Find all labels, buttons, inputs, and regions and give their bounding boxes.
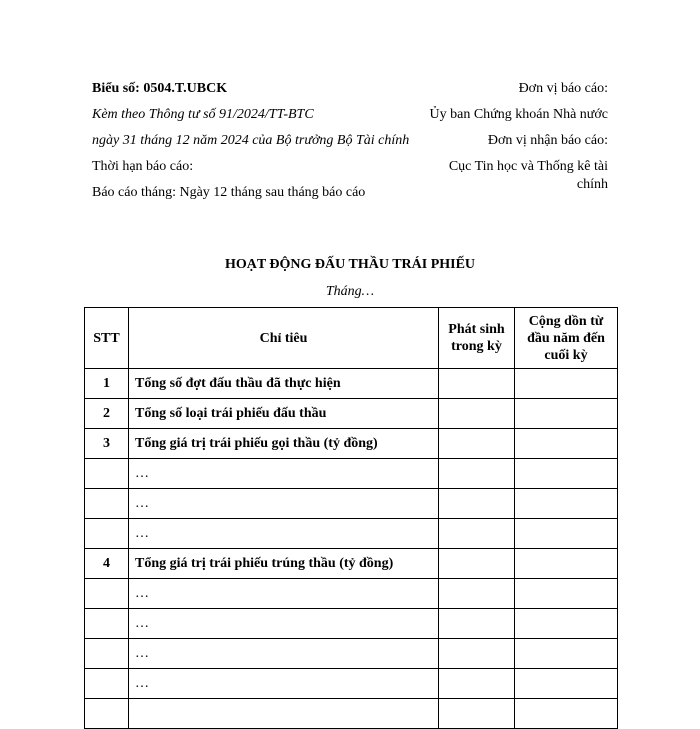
row-indicator: Tổng giá trị trái phiếu trúng thầu (tỷ đồng)	[129, 549, 439, 579]
row-indicator: …	[129, 489, 439, 519]
circular-date: ngày 31 tháng 12 năm 2024 của Bộ trưởng Bộ Tài chính	[92, 133, 410, 148]
row-period-cell[interactable]	[439, 579, 515, 609]
row-indicator: …	[129, 639, 439, 669]
deadline-value: Báo cáo tháng: Ngày 12 tháng sau tháng báo cáo	[92, 185, 366, 200]
table-row	[85, 639, 618, 669]
report-title: HOẠT ĐỘNG ĐẤU THẦU TRÁI PHIẾU	[224, 257, 476, 272]
header-left	[92, 80, 422, 202]
row-period-cell[interactable]	[439, 429, 515, 459]
column-header-period: Phát sinh trong kỳ	[439, 308, 515, 369]
row-cumulative-cell[interactable]	[515, 519, 618, 549]
row-cumulative-cell[interactable]	[515, 369, 618, 399]
form-number: Biểu số: 0504.T.UBCK	[92, 81, 228, 96]
row-cumulative-cell[interactable]	[515, 429, 618, 459]
row-stt: 4	[85, 549, 129, 579]
row-indicator	[129, 699, 439, 729]
header-right	[425, 80, 608, 194]
column-header-stt: STT	[85, 308, 129, 369]
circular-reference: Kèm theo Thông tư số 91/2024/TT-BTC	[92, 107, 314, 122]
row-indicator: …	[129, 519, 439, 549]
deadline-label: Thời hạn báo cáo:	[92, 159, 194, 174]
row-period-cell[interactable]	[439, 549, 515, 579]
column-header-cumulative: Cộng dồn từ đầu năm đến cuối kỳ	[515, 308, 618, 369]
table-row	[85, 669, 618, 699]
row-cumulative-cell[interactable]	[515, 399, 618, 429]
row-period-cell[interactable]	[439, 489, 515, 519]
table-row	[85, 429, 618, 459]
row-stt	[85, 459, 129, 489]
row-stt	[85, 669, 129, 699]
row-cumulative-cell[interactable]	[515, 639, 618, 669]
row-period-cell[interactable]	[439, 399, 515, 429]
table-row	[85, 699, 618, 729]
receiving-unit-value: Cục Tin học và Thống kê tài chính	[448, 159, 608, 192]
row-stt: 3	[85, 429, 129, 459]
row-indicator: …	[129, 579, 439, 609]
receiving-unit-label: Đơn vị nhận báo cáo:	[487, 133, 608, 148]
row-stt	[85, 579, 129, 609]
row-indicator: Tổng giá trị trái phiếu gọi thầu (tỷ đồng)	[129, 429, 439, 459]
row-stt	[85, 489, 129, 519]
row-stt: 2	[85, 399, 129, 429]
row-stt: 1	[85, 369, 129, 399]
row-cumulative-cell[interactable]	[515, 579, 618, 609]
row-cumulative-cell[interactable]	[515, 489, 618, 519]
row-period-cell[interactable]	[439, 459, 515, 489]
row-indicator: Tổng số loại trái phiếu đấu thầu	[129, 399, 439, 429]
row-period-cell[interactable]	[439, 369, 515, 399]
table-row	[85, 609, 618, 639]
row-indicator: …	[129, 669, 439, 699]
row-stt	[85, 639, 129, 669]
row-stt	[85, 609, 129, 639]
row-cumulative-cell[interactable]	[515, 549, 618, 579]
row-indicator: Tổng số đợt đấu thầu đã thực hiện	[129, 369, 439, 399]
row-cumulative-cell[interactable]	[515, 609, 618, 639]
row-cumulative-cell[interactable]	[515, 669, 618, 699]
table-header-row	[85, 308, 618, 369]
row-cumulative-cell[interactable]	[515, 459, 618, 489]
report-period: Tháng…	[325, 284, 375, 299]
row-stt	[85, 519, 129, 549]
row-cumulative-cell[interactable]	[515, 699, 618, 729]
table-row	[85, 489, 618, 519]
row-period-cell[interactable]	[439, 609, 515, 639]
table-row	[85, 519, 618, 549]
row-period-cell[interactable]	[439, 669, 515, 699]
row-indicator: …	[129, 609, 439, 639]
report-table	[84, 307, 618, 729]
table-row	[85, 549, 618, 579]
table-row	[85, 369, 618, 399]
row-indicator: …	[129, 459, 439, 489]
column-header-indicator: Chỉ tiêu	[129, 308, 439, 369]
row-stt	[85, 699, 129, 729]
row-period-cell[interactable]	[439, 639, 515, 669]
table-body	[85, 369, 618, 729]
table-row	[85, 579, 618, 609]
reporting-unit-value: Ủy ban Chứng khoán Nhà nước	[429, 107, 608, 122]
row-period-cell[interactable]	[439, 519, 515, 549]
row-period-cell[interactable]	[439, 699, 515, 729]
table-row	[85, 399, 618, 429]
table-row	[85, 459, 618, 489]
reporting-unit-label: Đơn vị báo cáo:	[518, 81, 608, 96]
